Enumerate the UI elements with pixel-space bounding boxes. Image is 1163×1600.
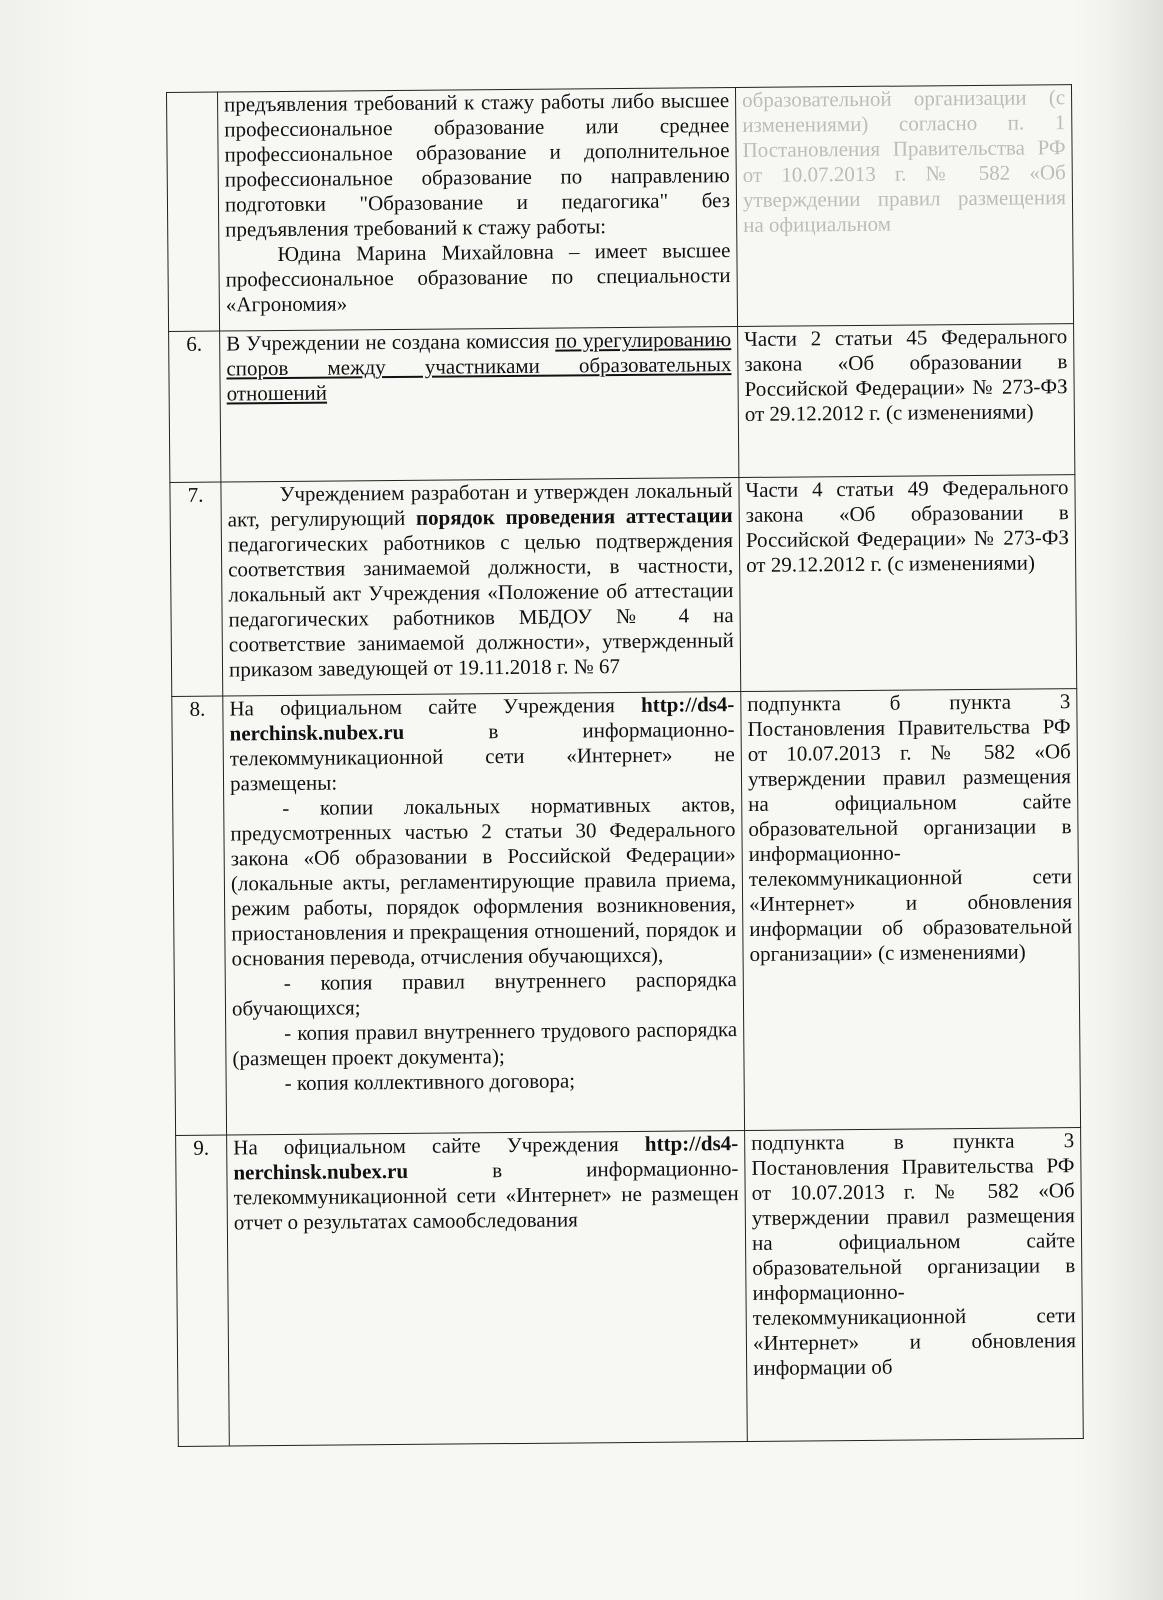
description-paragraph bbox=[227, 478, 734, 682]
row-number: 6. bbox=[169, 331, 221, 482]
description-text: На официальном сайте Учреждения bbox=[229, 692, 642, 721]
table-row bbox=[169, 324, 1075, 483]
table-row bbox=[170, 475, 1077, 697]
description-paragraph: Юдина Марина Михайловна – имеет высшее профессиональное образование по специальности «Агрономия» bbox=[225, 238, 731, 317]
row-legal-reference bbox=[735, 85, 1073, 327]
row-legal-reference bbox=[738, 324, 1075, 478]
description-text: в информационно-телекоммуникационной сети «Интернет» не размещены: bbox=[229, 717, 735, 796]
description-text: педагогических работников с целью подтверждения соответствия занимаемой должности, в частности, локальный акт Учреждения «Положение об аттестации педагогических работников МБДОУ № 4 на соответствие занимаемой должности», утвержденный приказом заведующей от 19.11.2018 г. № 67 bbox=[227, 528, 734, 682]
description-text: Учреждением разработан и утвержден локальный акт, регулирующий bbox=[227, 478, 733, 532]
reference-text: подпункта в пункта 3 Постановления Правительства РФ от 10.07.2013 г. № 582 «Об утверждении правил размещения на официальном сайте образовательной организации в информационно-телекоммуникационной сети «Интернет» и обновления информации об bbox=[751, 1128, 1077, 1380]
table-row bbox=[176, 1128, 1084, 1447]
description-text: На официальном сайте Учреждения bbox=[233, 1131, 645, 1160]
table-row bbox=[167, 85, 1074, 332]
row-description bbox=[218, 88, 738, 332]
row-number bbox=[167, 92, 220, 331]
description-paragraph bbox=[233, 1131, 739, 1235]
list-item: - копии локальных нормативных актов, предусмотренных частью 2 статьи 30 Федерального закона «Об образовании в Российской Федерации» (локальные акты, регламентирующие правила приема, режим работы, порядок оформления возникновения, приостановления и прекращения отношений, порядок и основания перевода, отчисления обучающихся), bbox=[230, 792, 737, 971]
website-address: http://ds4-nerchinsk.nubex.ru bbox=[229, 692, 735, 746]
underlined-text: по урегулированию споров между участниками образовательных отношений bbox=[226, 327, 732, 406]
list-item: - копия правил внутреннего трудового распорядка (размещен проект документа); bbox=[232, 1017, 738, 1071]
description-paragraph: предъявления требований к стажу работы либо высшее профессиональное образование или среднее профессиональное образование и дополнительное профессиональное образование по направлению подготовки "Образование и педагогика" без предъявления требований к стажу работы: bbox=[224, 88, 731, 242]
reference-text: подпункта б пункта 3 Постановления Правительства РФ от 10.07.2013 г. № 582 «Об утверждении правил размещения на официальном сайте образовательной организации в информационно-телекоммуникационной сети «Интернет» и обновления информации об образовательной организации» (с изменениями) bbox=[747, 689, 1073, 966]
website-address: http://ds4-nerchinsk.nubex.ru bbox=[233, 1131, 739, 1185]
bold-text: порядок проведения аттестации bbox=[415, 503, 733, 530]
row-description bbox=[227, 1130, 748, 1446]
row-description bbox=[221, 478, 741, 697]
row-legal-reference bbox=[739, 475, 1077, 692]
reference-text: Части 4 статьи 49 Федерального закона «Об образовании в Российской Федерации» № 273-ФЗ от 29.12.2012 г. (с изменениями) bbox=[745, 475, 1070, 577]
page-edge-shadow bbox=[1103, 0, 1163, 1600]
bleed-through-text: образовательной организации (с изменениями) согласно п. 1 Постановления Правительства РФ от 10.07.2013 г. № 582 «Об утверждении правил размещения на официальном bbox=[741, 85, 1067, 237]
description-paragraph bbox=[226, 327, 732, 406]
row-description bbox=[220, 327, 739, 483]
list-item: - копия коллективного договора; bbox=[284, 1068, 576, 1096]
row-number: 8. bbox=[172, 696, 227, 1135]
description-paragraph bbox=[229, 692, 735, 796]
description-text: в информационно-телекоммуникационной сети «Интернет» не размещен отчет о результатах самообследования bbox=[233, 1156, 739, 1235]
row-description bbox=[223, 692, 745, 1136]
row-legal-reference bbox=[741, 689, 1081, 1131]
row-number: 7. bbox=[170, 482, 223, 696]
reference-text: Части 2 статьи 45 Федерального закона «Об образовании в Российской Федерации» № 273-ФЗ от 29.12.2012 г. (с изменениями) bbox=[744, 324, 1068, 426]
violations-table bbox=[166, 84, 1084, 1447]
description-text: В Учреждении не создана комиссия bbox=[226, 328, 556, 356]
list-item: - копия правил внутреннего распорядка обучающихся; bbox=[231, 967, 737, 1021]
table-row bbox=[172, 689, 1081, 1136]
row-number: 9. bbox=[176, 1135, 230, 1446]
row-legal-reference bbox=[745, 1128, 1084, 1442]
